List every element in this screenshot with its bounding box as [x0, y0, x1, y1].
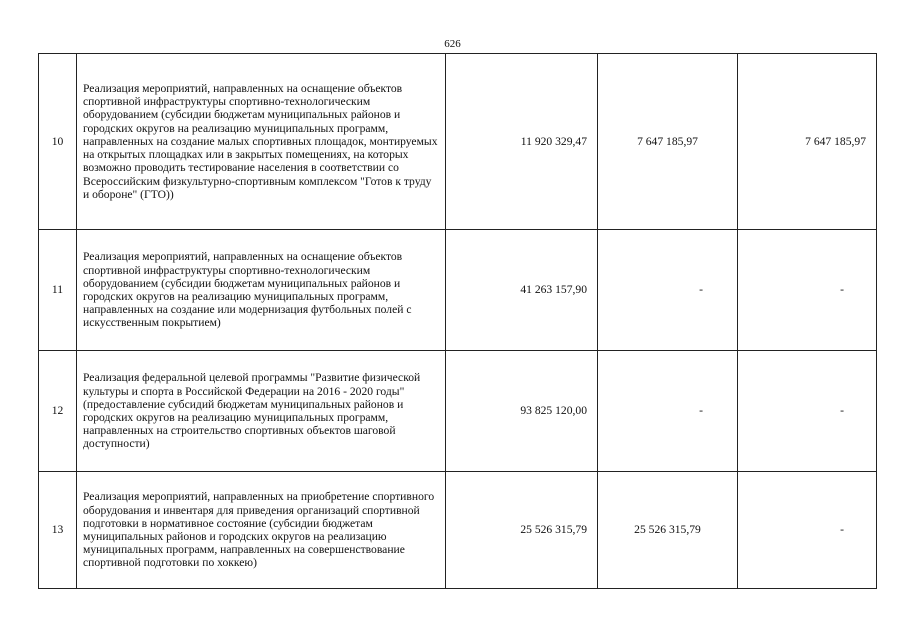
row-amount-3: 7 647 185,97	[738, 54, 877, 230]
row-number: 12	[39, 351, 77, 472]
row-number: 13	[39, 472, 77, 589]
row-description: Реализация мероприятий, направленных на приобретение спортивного оборудования и инвентаря для приведения организаций спортивной подготовки в нормативное состояние (субсидии бюджетам муниципальных районов и городских округов на реализацию муниципальных программ, направленных на совершенствование спортивной подготовки по хоккею)	[77, 472, 446, 589]
budget-table	[38, 53, 877, 589]
row-amount-1: 11 920 329,47	[446, 54, 598, 230]
row-amount-2: 25 526 315,79	[598, 472, 738, 589]
row-number: 11	[39, 230, 77, 351]
row-amount-2: 7 647 185,97	[598, 54, 738, 230]
table-row	[39, 230, 877, 351]
row-amount-2: -	[598, 230, 738, 351]
row-amount-3: -	[738, 230, 877, 351]
row-description: Реализация мероприятий, направленных на оснащение объектов спортивной инфраструктуры спортивно-технологическим оборудованием (субсидии бюджетам муниципальных районов и городских округов на реализацию муниципальных программ, направленных на создание малых спортивных площадок, монтируемых на открытых площадках или в закрытых помещениях, на которых возможно проводить тестирование населения в соответствии со Всероссийским физкультурно-спортивным комплексом "Готов к труду и обороне" (ГТО))	[77, 54, 446, 230]
row-amount-3: -	[738, 351, 877, 472]
row-amount-1: 25 526 315,79	[446, 472, 598, 589]
row-amount-2: -	[598, 351, 738, 472]
table-row	[39, 351, 877, 472]
row-amount-1: 41 263 157,90	[446, 230, 598, 351]
table-row	[39, 54, 877, 230]
row-number: 10	[39, 54, 77, 230]
page-number: 626	[444, 38, 461, 50]
row-amount-1: 93 825 120,00	[446, 351, 598, 472]
row-description: Реализация мероприятий, направленных на оснащение объектов спортивной инфраструктуры спортивно-технологическим оборудованием (субсидии бюджетам муниципальных районов и городских округов на реализацию муниципальных программ, направленных на создание или модернизация футбольных полей с искусственным покрытием)	[77, 230, 446, 351]
row-amount-3: -	[738, 472, 877, 589]
table-row	[39, 472, 877, 589]
row-description: Реализация федеральной целевой программы "Развитие физической культуры и спорта в Российской Федерации на 2016 - 2020 годы" (предоставление субсидий бюджетам муниципальных районов и городских округов на реализацию муниципальных программ, направленных на строительство спортивных объектов шаговой доступности)	[77, 351, 446, 472]
